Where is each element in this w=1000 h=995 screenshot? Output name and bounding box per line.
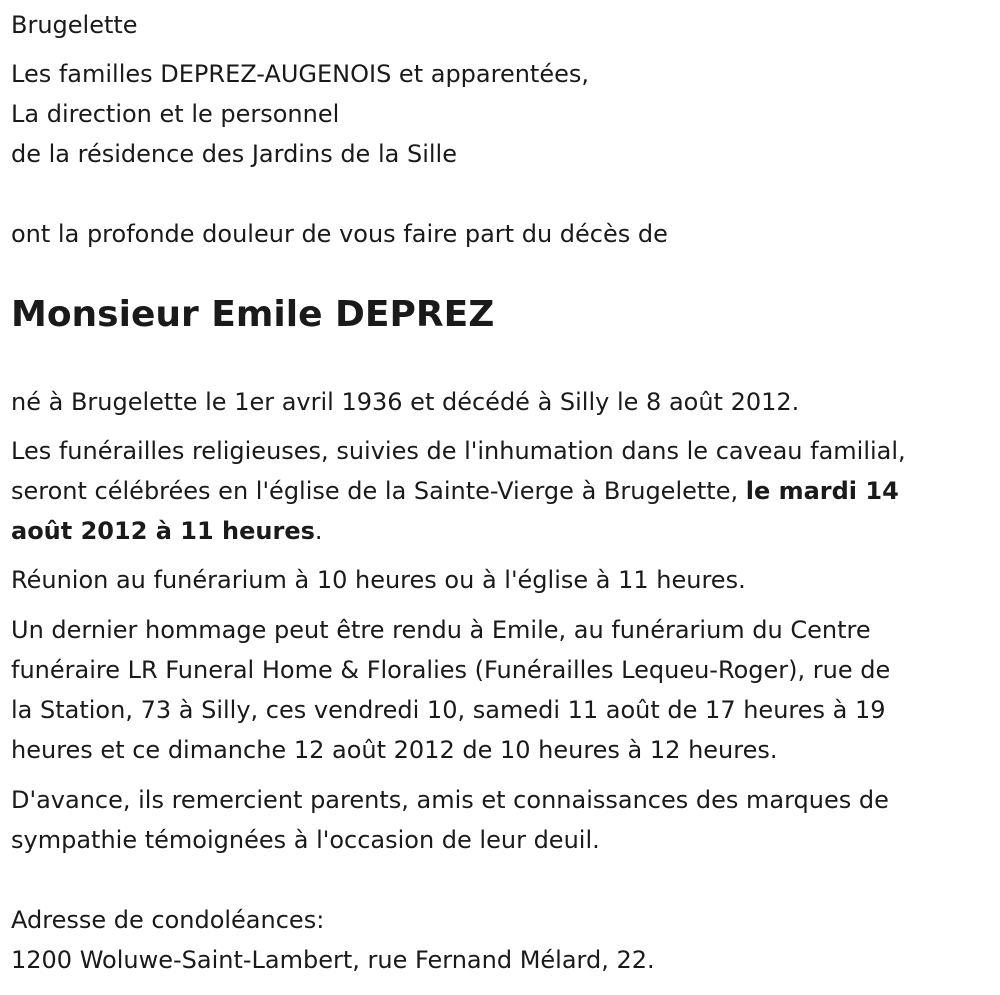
condolences-block: [11, 900, 991, 980]
tribute-line: la Station, 73 à Silly, ces vendredi 10, samedi 11 août de 17 heures à 19: [11, 696, 886, 724]
funeral-line: [11, 511, 991, 551]
announcement-text: ont la profonde douleur de vous faire part du décès de: [11, 220, 668, 248]
meeting-paragraph: [11, 560, 991, 600]
obituary-notice: [11, 5, 991, 980]
location: [11, 5, 991, 45]
thanks-line: sympathie témoignées à l'occasion de leur deuil.: [11, 826, 600, 854]
thanks-line: D'avance, ils remercient parents, amis et connaissances des marques de: [11, 786, 889, 814]
tribute-line: funéraire LR Funeral Home & Floralies (Funérailles Lequeu-Roger), rue de: [11, 656, 891, 684]
families-line: Les familles DEPREZ-AUGENOIS et apparentées,: [11, 60, 590, 88]
meeting-text: Réunion au funérarium à 10 heures ou à l'église à 11 heures.: [11, 566, 746, 594]
funeral-line: [11, 471, 991, 511]
birth-death-text: né à Brugelette le 1er avril 1936 et décédé à Silly le 8 août 2012.: [11, 388, 800, 416]
funeral-line: Les funérailles religieuses, suivies de l'inhumation dans le caveau familial,: [11, 437, 906, 465]
funeral-time-bold: août 2012 à 11 heures: [11, 517, 315, 545]
tribute-line: heures et ce dimanche 12 août 2012 de 10 heures à 12 heures.: [11, 736, 778, 764]
location-text: Brugelette: [11, 11, 138, 39]
families-block: [11, 54, 991, 174]
announcement: [11, 214, 991, 254]
funeral-period: .: [314, 517, 323, 545]
thanks-paragraph: [11, 780, 991, 860]
condolences-label: Adresse de condoléances:: [11, 906, 325, 934]
funeral-paragraph: [11, 431, 991, 551]
tribute-line: Un dernier hommage peut être rendu à Emile, au funérarium du Centre: [11, 616, 871, 644]
tribute-paragraph: [11, 610, 991, 770]
deceased-name: Monsieur Emile DEPREZ: [11, 294, 495, 335]
condolences-address: 1200 Woluwe-Saint-Lambert, rue Fernand Mélard, 22.: [11, 946, 655, 974]
families-line: de la résidence des Jardins de la Sille: [11, 140, 457, 168]
funeral-place-text: seront célébrées en l'église de la Sainte-Vierge à Brugelette,: [11, 477, 746, 505]
funeral-date-bold: le mardi 14: [745, 477, 899, 505]
families-line: La direction et le personnel: [11, 100, 340, 128]
birth-death: [11, 382, 991, 422]
